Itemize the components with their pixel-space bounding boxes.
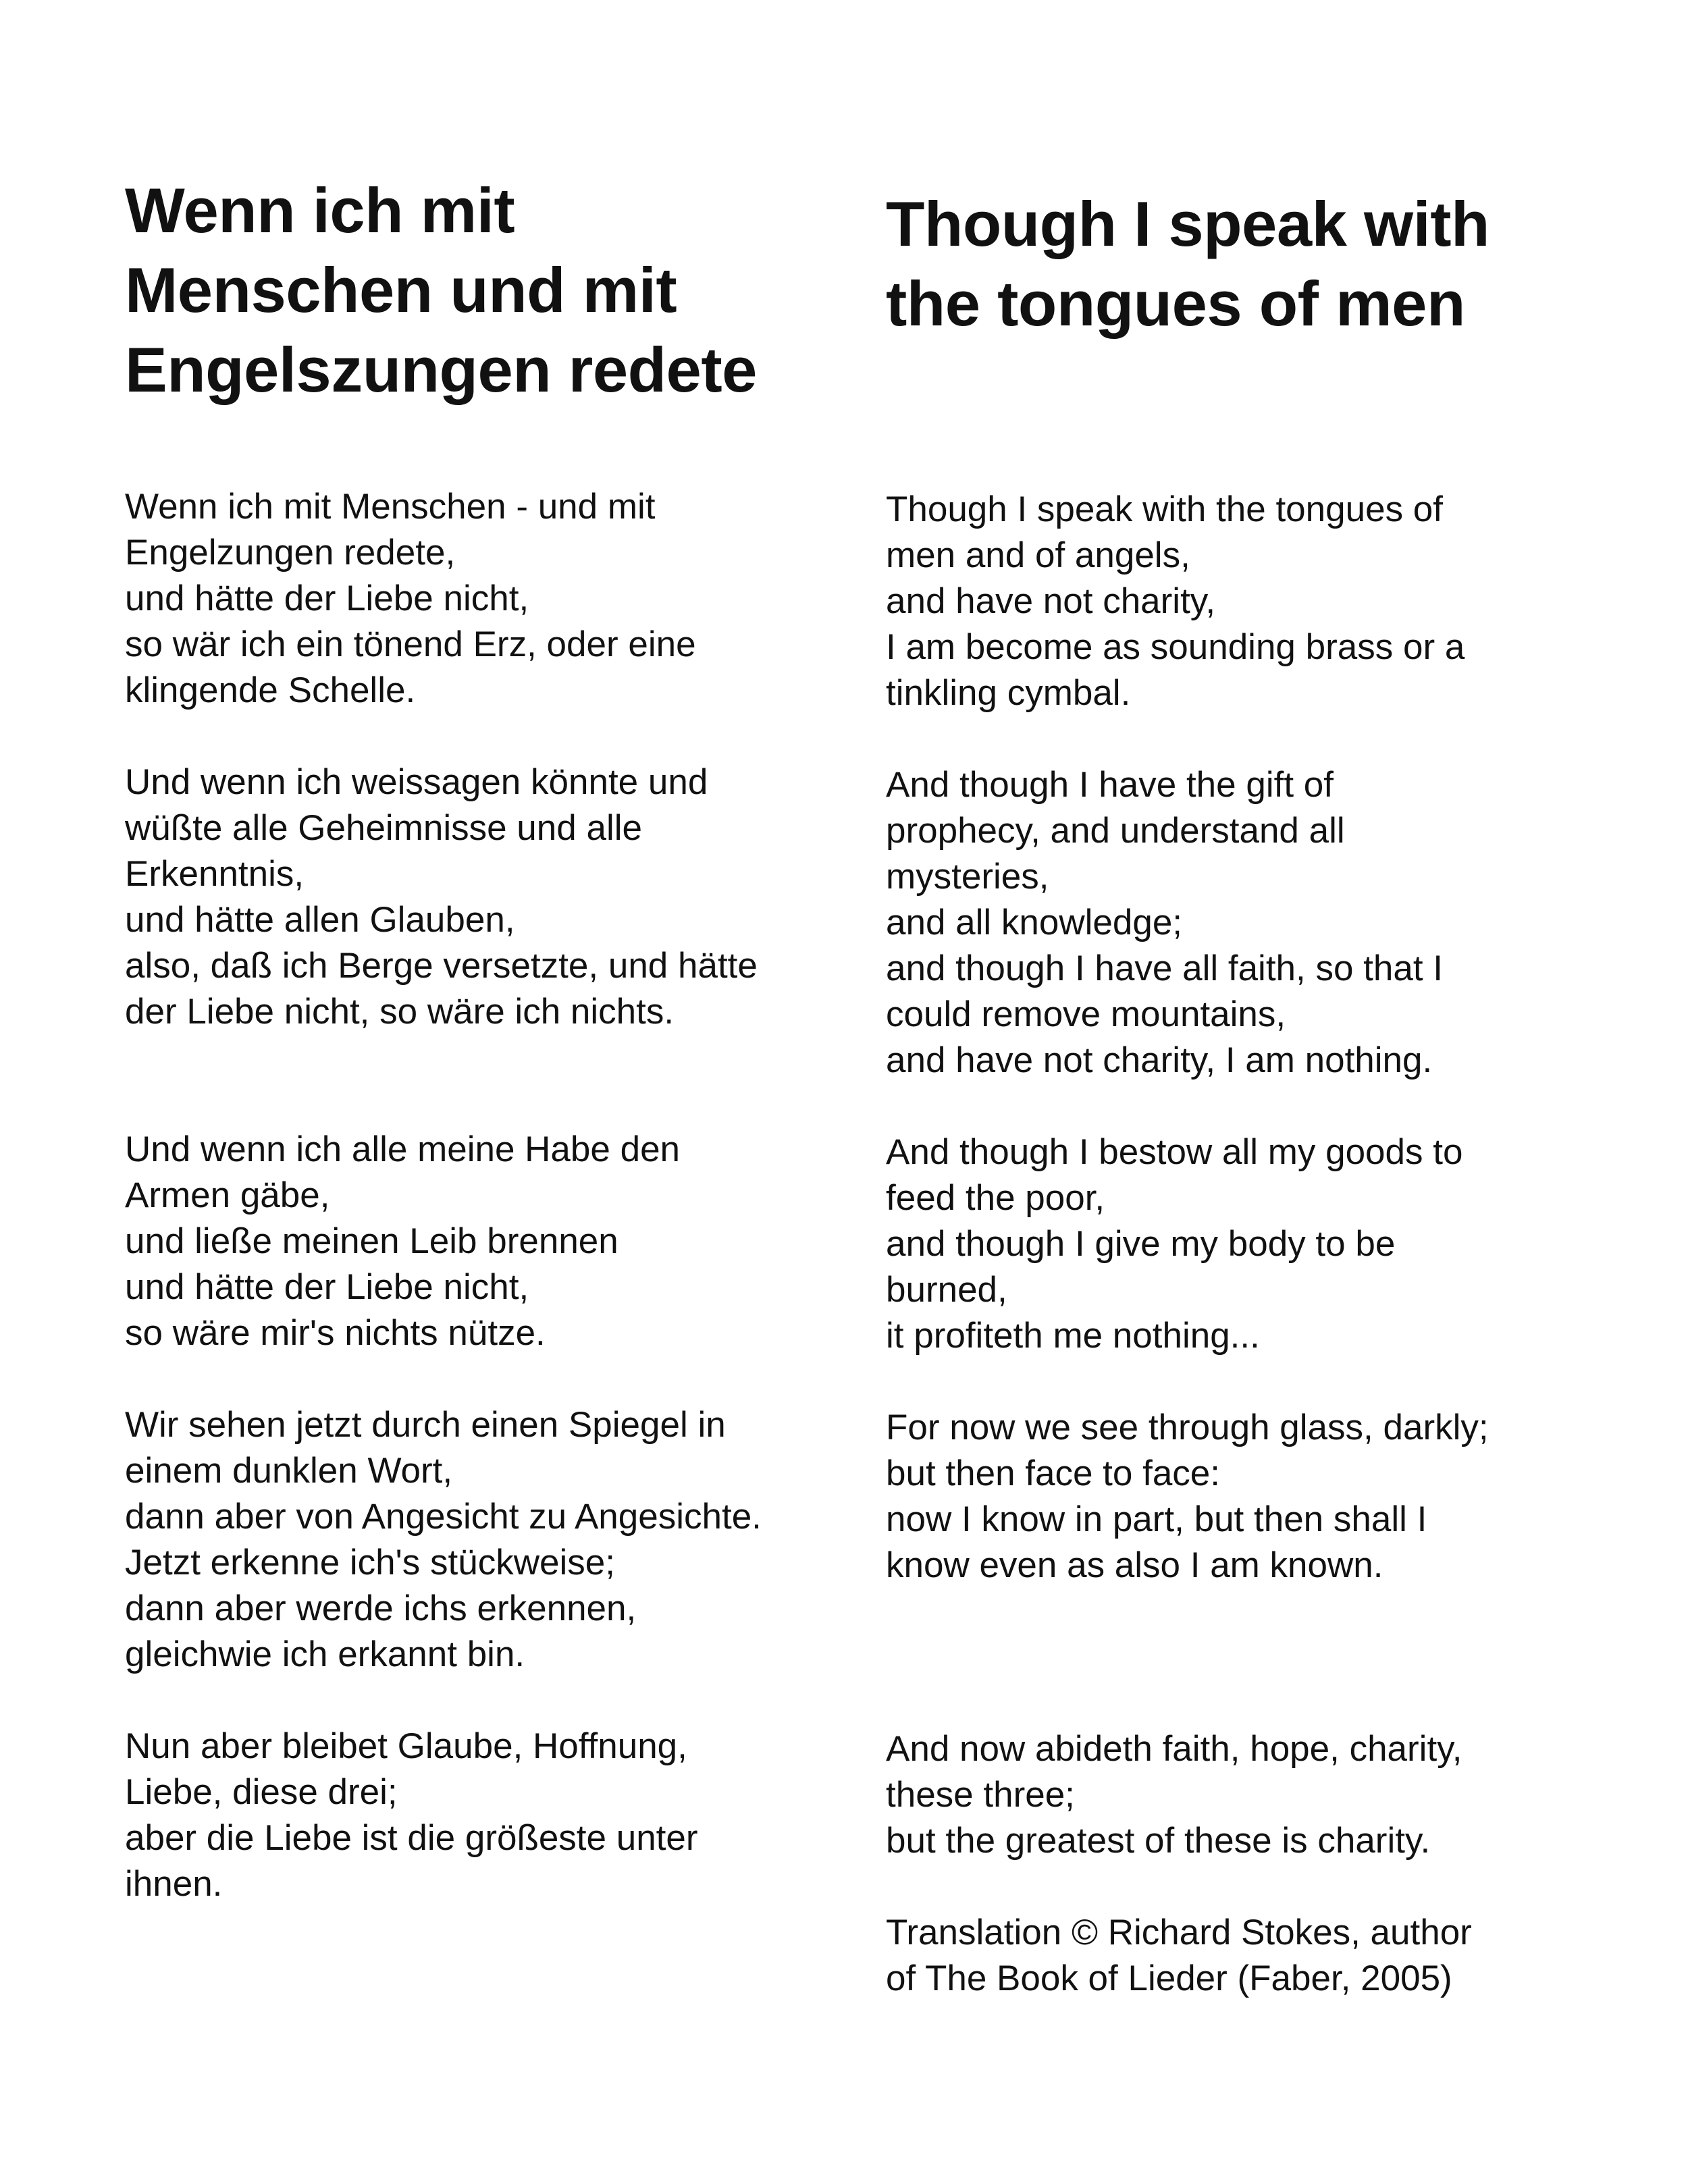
verse-line: and have not charity, — [886, 581, 1216, 621]
verse-line: and though I have all faith, so that I — [886, 949, 1444, 988]
verse-line: tinkling cymbal. — [886, 673, 1131, 713]
english-stanza-1 — [886, 487, 1465, 716]
verse-line: burned, — [886, 1270, 1007, 1310]
verse-line: And though I have the gift of — [886, 765, 1334, 805]
verse-line: dann aber werde ichs erkennen, — [125, 1589, 637, 1628]
verse-line: Though I speak with the tongues of — [886, 489, 1443, 529]
verse-line: so wäre mir's nichts nütze. — [125, 1313, 546, 1353]
verse-line: Erkenntnis, — [125, 854, 305, 894]
verse-line: und hätte der Liebe nicht, — [125, 1267, 529, 1307]
credit-line: of The Book of Lieder (Faber, 2005) — [886, 1959, 1452, 1998]
verse-line: also, daß ich Berge versetzte, und hätte — [125, 946, 758, 986]
verse-line: but the greatest of these is charity. — [886, 1821, 1431, 1861]
german-title-line: Wenn ich mit — [125, 175, 515, 246]
german-stanza-3 — [125, 1127, 680, 1356]
translation-credit — [886, 1910, 1472, 2002]
verse-line: so wär ich ein tönend Erz, oder eine — [125, 624, 696, 664]
verse-line: and have not charity, I am nothing. — [886, 1040, 1433, 1080]
verse-line: men and of angels, — [886, 535, 1190, 575]
german-title — [125, 171, 757, 410]
german-title-line: Engelszungen redete — [125, 334, 757, 405]
verse-line: Armen gäbe, — [125, 1175, 330, 1215]
verse-line: einem dunklen Wort, — [125, 1451, 453, 1491]
english-stanza-4 — [886, 1405, 1489, 1589]
verse-line: Wir sehen jetzt durch einen Spiegel in — [125, 1405, 726, 1445]
verse-line: Und wenn ich weissagen könnte und — [125, 762, 708, 802]
verse-line: und ließe meinen Leib brennen — [125, 1221, 618, 1261]
german-stanza-2 — [125, 760, 758, 1035]
verse-line: aber die Liebe ist die größeste unter — [125, 1818, 698, 1858]
verse-line: Nun aber bleibet Glaube, Hoffnung, — [125, 1726, 687, 1766]
verse-line: it profiteth me nothing... — [886, 1316, 1260, 1356]
verse-line: der Liebe nicht, so wäre ich nichts. — [125, 992, 675, 1032]
german-stanza-5 — [125, 1724, 698, 1907]
verse-line: Liebe, diese drei; — [125, 1772, 398, 1812]
english-title-line: the tongues of men — [886, 268, 1465, 339]
verse-line: wüßte alle Geheimnisse und alle — [125, 808, 642, 848]
verse-line: prophecy, and understand all — [886, 811, 1345, 851]
english-title-line: Though I speak with — [886, 188, 1489, 259]
verse-line: klingende Schelle. — [125, 670, 416, 710]
verse-line: For now we see through glass, darkly; — [886, 1408, 1489, 1447]
english-stanza-2 — [886, 762, 1443, 1084]
verse-line: these three; — [886, 1775, 1075, 1815]
verse-line: now I know in part, but then shall I — [886, 1499, 1427, 1539]
english-title — [886, 184, 1489, 344]
verse-line: gleichwie ich erkannt bin. — [125, 1634, 525, 1674]
verse-line: und hätte allen Glauben, — [125, 900, 515, 940]
german-stanza-4 — [125, 1402, 762, 1678]
verse-line: ihnen. — [125, 1864, 223, 1904]
verse-line: and all knowledge; — [886, 903, 1183, 942]
verse-line: Und wenn ich alle meine Habe den — [125, 1129, 681, 1169]
verse-line: could remove mountains, — [886, 994, 1286, 1034]
verse-line: but then face to face: — [886, 1454, 1221, 1493]
verse-line: I am become as sounding brass or a — [886, 627, 1465, 667]
german-title-line: Menschen und mit — [125, 255, 677, 325]
verse-line: Wenn ich mit Menschen - und mit — [125, 487, 656, 527]
verse-line: know even as also I am known. — [886, 1545, 1383, 1585]
english-stanza-5 — [886, 1726, 1462, 1864]
verse-line: And now abideth faith, hope, charity, — [886, 1729, 1462, 1769]
verse-line: And though I bestow all my goods to — [886, 1132, 1463, 1172]
verse-line: Jetzt erkenne ich's stückweise; — [125, 1543, 615, 1582]
credit-line: Translation © Richard Stokes, author — [886, 1913, 1472, 1952]
verse-line: dann aber von Angesicht zu Angesichte. — [125, 1497, 762, 1537]
german-stanza-1 — [125, 484, 696, 714]
verse-line: Engelzungen redete, — [125, 533, 456, 572]
verse-line: feed the poor, — [886, 1178, 1105, 1218]
english-stanza-3 — [886, 1129, 1462, 1359]
verse-line: und hätte der Liebe nicht, — [125, 579, 529, 618]
verse-line: mysteries, — [886, 857, 1049, 897]
verse-line: and though I give my body to be — [886, 1224, 1396, 1264]
